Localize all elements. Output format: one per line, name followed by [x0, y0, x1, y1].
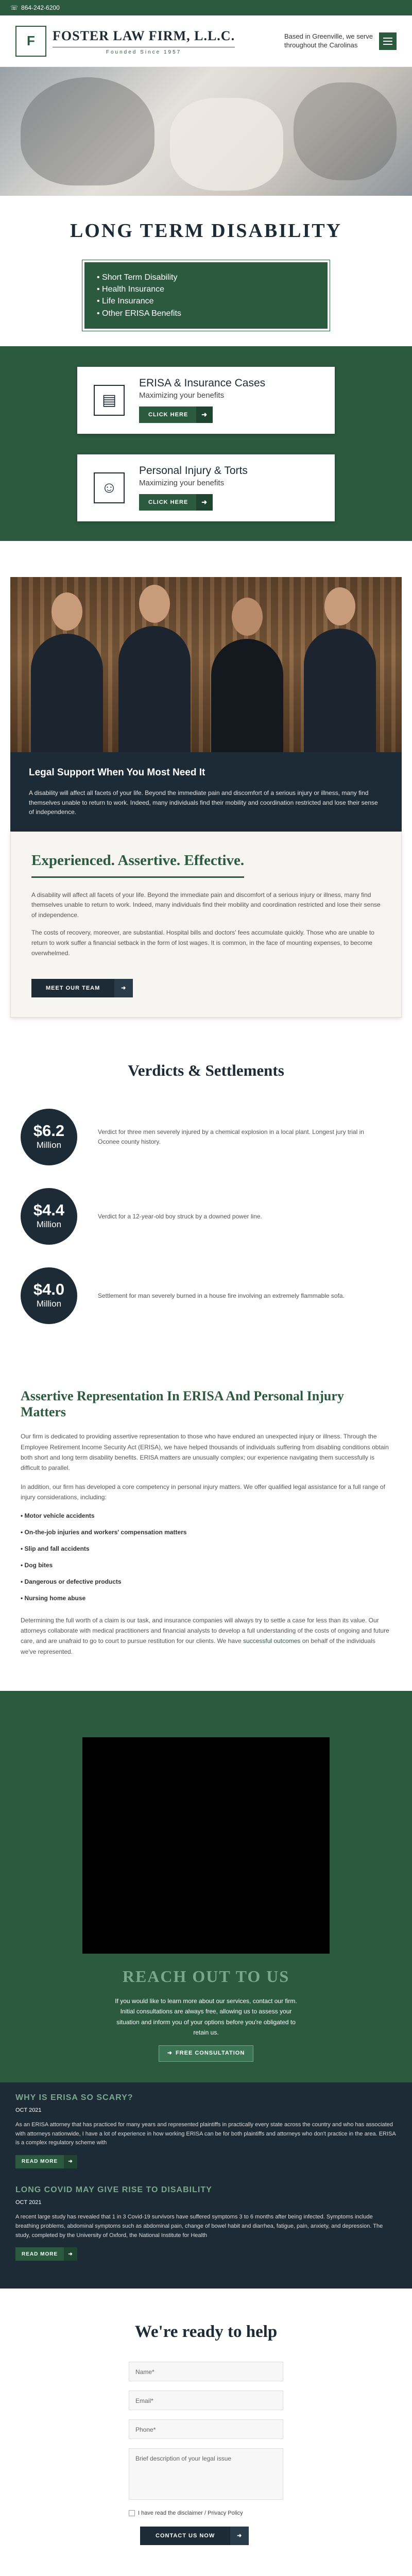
card-subtitle: Maximizing your benefits — [139, 391, 225, 400]
contact-form-section — [0, 2289, 412, 2576]
phone-icon: ☏ — [10, 4, 19, 11]
meet-our-team-button[interactable]: MEET OUR TEAM ➜ — [31, 979, 133, 997]
person-icon: ☺ — [94, 472, 125, 503]
injury-list — [21, 1511, 391, 1603]
contact-us-now-button[interactable]: CONTACT US NOW ➜ — [140, 2527, 249, 2545]
team-heading: Legal Support When You Most Need It — [29, 767, 205, 778]
reach-text: If you would like to learn more about our services, contact our firm. Initial consultations are always free, allowing us to assess your situation and inform you of your options before you're obligated to retain us. — [115, 1997, 297, 2037]
top-phone[interactable] — [10, 3, 60, 12]
arrow-right-icon: ➜ — [196, 494, 213, 511]
page-title: LONG TERM DISABILITY — [70, 220, 342, 242]
verdict-amount-badge: $4.4 Million — [21, 1188, 77, 1245]
blog-date: OCT 2021 — [15, 2199, 42, 2206]
card-title: Personal Injury & Torts — [139, 465, 248, 477]
reach-section — [0, 1691, 412, 2082]
erisa-click-here-button[interactable]: CLICK HERE ➜ — [139, 406, 213, 423]
phone-input[interactable]: Phone* — [129, 2419, 283, 2439]
email-input[interactable]: Email* — [129, 2391, 283, 2410]
video-player[interactable] — [82, 1737, 330, 1954]
verdict-amount-badge: $4.0 Million — [21, 1267, 77, 1324]
practice-section — [0, 196, 412, 346]
blog-date: OCT 2021 — [15, 2107, 42, 2113]
contact-form — [129, 2362, 283, 2546]
practice-list — [82, 260, 330, 331]
list-item: • Nursing home abuse — [21, 1594, 391, 1603]
verdict-amount-badge: $6.2 Million — [21, 1109, 77, 1165]
team-intro — [10, 752, 402, 832]
name-input[interactable]: Name* — [129, 2362, 283, 2381]
verdict-item — [0, 1109, 412, 1165]
verdict-text: Verdict for a 12-year-old boy struck by a downed power line. — [98, 1212, 262, 1220]
arrow-right-icon: ➜ — [64, 2247, 77, 2261]
arrow-right-icon: ➜ — [167, 2050, 173, 2057]
read-more-button[interactable]: READ MORE ➜ — [15, 2155, 77, 2168]
blog-excerpt: As an ERISA attorney that has practiced for many years and represented plaintiffs in practically every state across the country and who has associated with attorneys nationwide, I have a lot of experience in how working ERISA can be for both plaintiffs and attorneys who don't practice in the area. ERISA is a complex regulatory scheme with — [15, 2122, 396, 2146]
verdict-text: Settlement for man severely burned in a house fire involving an extremely flammable sofa. — [98, 1292, 345, 1299]
article-paragraph: Our firm is dedicated to providing assertive representation to those who have endured an unexpected injury or illness. Through the Employee Retirement Income Security Act (ERISA), we have helped thousands of individuals suffering from disabling conditions obtain both short and long term disability benefits. ERISA matters are unusually complex; our experience navigating them successfully is difficult to parallel. — [21, 1433, 389, 1472]
read-more-button[interactable]: READ MORE ➜ — [15, 2247, 77, 2261]
card-erisa — [77, 367, 335, 434]
article-title: Assertive Representation In ERISA And Personal Injury Matters — [21, 1388, 344, 1419]
successful-outcomes-link[interactable]: successful outcomes — [243, 1637, 301, 1645]
card-title: ERISA & Insurance Cases — [139, 377, 266, 389]
hamburger-menu-icon[interactable] — [379, 32, 397, 50]
hero-image — [0, 67, 412, 196]
arrow-right-icon: ➜ — [230, 2527, 249, 2545]
verdicts-title: Verdicts & Settlements — [128, 1061, 284, 1080]
form-title: We're ready to help — [134, 2323, 278, 2342]
location-line2: throughout the Carolinas — [284, 41, 358, 49]
arrow-right-icon: ➜ — [196, 406, 213, 423]
article-section — [0, 1383, 412, 1691]
list-item: • Dangerous or defective products — [21, 1577, 391, 1586]
site-logo[interactable] — [15, 26, 235, 57]
team-box-text: A disability will affect all facets of your life. Beyond the immediate pain and discomfort of a serious injury or illness, many find themselves unable to return to work. Indeed, many individuals find their mobility and coordination restricted and lose their sense of independence. — [31, 891, 381, 919]
team-photo — [10, 577, 402, 752]
top-phone-number[interactable]: 864-242-6200 — [21, 4, 60, 11]
consent-label[interactable]: I have read the disclaimer / Privacy Policy — [138, 2510, 243, 2516]
blog-title[interactable]: WHY IS ERISA SO SCARY? — [15, 2093, 133, 2102]
arrow-right-icon: ➜ — [64, 2155, 77, 2168]
list-item: • Slip and fall accidents — [21, 1544, 391, 1553]
arrow-right-icon: ➜ — [114, 979, 133, 997]
firm-name: FOSTER LAW FIRM, L.L.C. — [53, 28, 235, 43]
document-icon: ▤ — [94, 385, 125, 416]
description-textarea[interactable]: Brief description of your legal issue — [129, 2448, 283, 2500]
blog-section — [0, 2082, 412, 2289]
team-intro-text: A disability will affect all facets of your life. Beyond the immediate pain and discomfort of a serious injury or illness, many find themselves unable to return to work. Indeed, many individuals find their mobility and coordination restricted and lose their sense of independence. — [29, 789, 378, 816]
team-box-text: The costs of recovery, moreover, are substantial. Hospital bills and doctors' fees accumulate quickly. Those who are unable to return to work suffer a financial setback in the form of lost wages. It is common, in the face of mounting expenses, to become overwhelmed. — [31, 928, 374, 957]
founded-since: Founded Since 1957 — [53, 47, 235, 56]
verdict-text: Verdict for three men severely injured by a chemical explosion in a local plant. Longest jury trial in Oconee county history. — [98, 1128, 364, 1145]
location-line1: Based in Greenville, we serve — [284, 32, 373, 40]
team-section — [10, 577, 402, 1018]
blog-title[interactable]: LONG COVID MAY GIVE RISE TO DISABILITY — [15, 2185, 212, 2194]
consent-row — [129, 2509, 283, 2518]
consent-checkbox[interactable] — [129, 2510, 135, 2516]
team-box-title: Experienced. Assertive. Effective. — [31, 850, 244, 878]
card-personal-injury — [77, 454, 335, 521]
site-header — [0, 15, 412, 67]
blog-post — [15, 2184, 397, 2261]
list-item: • Dog bites — [21, 1561, 391, 1570]
injury-click-here-button[interactable]: CLICK HERE ➜ — [139, 494, 213, 511]
logo-mark: F — [15, 26, 46, 57]
article-paragraph: Determining the full worth of a claim is our task, and insurance companies will always try to settle a case for less than its value. Our attorneys collaborate with medical practitioners and financial analysts to develop a full understanding of the costs of ongoing and future care, and are unafraid to go to court to pursue restitution for our clients. We have successful outcomes on behalf of the individuals we've represented. — [21, 1616, 389, 1655]
card-subtitle: Maximizing your benefits — [139, 478, 225, 487]
practice-item[interactable]: • Short Term Disability — [97, 272, 315, 283]
verdicts-section — [0, 1018, 412, 1383]
verdict-item — [0, 1267, 412, 1324]
free-consultation-button[interactable]: ➜ FREE CONSULTATION — [159, 2045, 254, 2062]
blog-excerpt: A recent large study has revealed that 1 in 3 Covid-19 survivors have suffered symptoms 3 to 6 months after being infected. Symptoms include breathing problems, abdominal symptoms such as abdominal pain, change of bowel habit and diarrhea, fatigue, pain, anxiety, and depression. The study, completed by the University of Oxford, the National Institute for Health — [15, 2214, 383, 2239]
list-item: • On-the-job injuries and workers' compensation matters — [21, 1528, 391, 1537]
top-bar — [0, 0, 412, 15]
verdict-item — [0, 1188, 412, 1245]
reach-title: REACH OUT TO US — [122, 1967, 290, 1986]
blog-post — [15, 2092, 397, 2168]
article-paragraph: In addition, our firm has developed a core competency in personal injury matters. We offer qualified legal assistance for a full range of injury considerations, including: — [21, 1483, 385, 1501]
team-box — [10, 832, 402, 1018]
practice-item[interactable]: • Other ERISA Benefits — [97, 308, 315, 319]
list-item: • Motor vehicle accidents — [21, 1511, 391, 1520]
practice-cards — [0, 346, 412, 541]
practice-item[interactable]: • Life Insurance — [97, 295, 315, 307]
practice-item[interactable]: • Health Insurance — [97, 283, 315, 295]
